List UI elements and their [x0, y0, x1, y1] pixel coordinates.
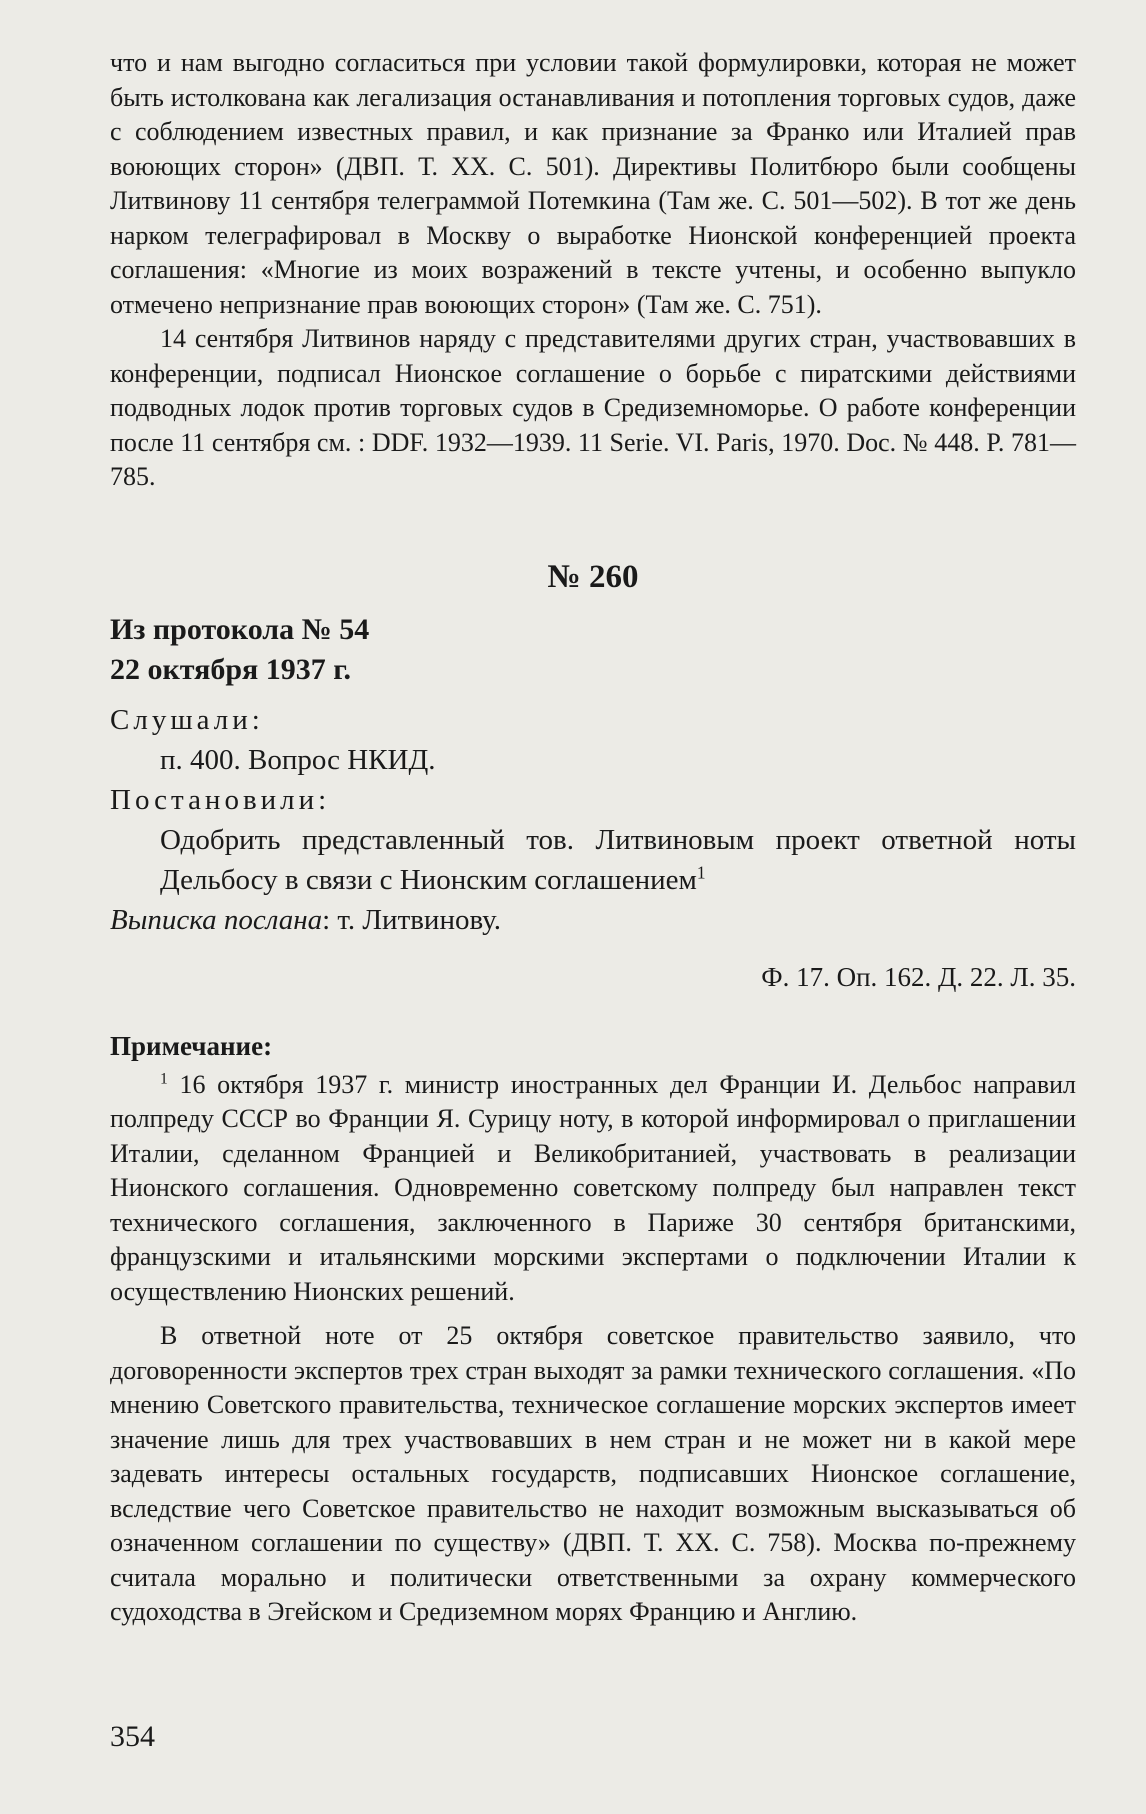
archive-source: Ф. 17. Оп. 162. Д. 22. Л. 35. [761, 961, 1076, 992]
extract-value: : т. Литвинову. [322, 903, 502, 936]
page-content [110, 46, 1076, 1630]
heard-item: п. 400. Вопрос НКИД. [160, 743, 436, 776]
resolved-label: Постановили: [110, 783, 331, 816]
page-number: 354 [110, 1720, 155, 1753]
heard-label: Слушали: [110, 703, 264, 736]
note-title: Примечание: [110, 1030, 273, 1061]
note-paragraph-1-text: 16 октября 1937 г. министр иностранных дел Франции И. Дельбос направил полпреду СССР во Франции Я. Сурицу ноту, в которой информировал о приглашении Италии, сделанном Францией и Великобританией, участвовать в реализации Нионского соглашения. Одновременно советскому полпреду был направлен текст технического соглашения, заключенного в Париже 30 сентября британскими, французскими и итальянскими морскими экспертами о подключении Италии к осуществлению Нионских решений. [110, 1069, 1076, 1306]
extract-line [110, 900, 1076, 940]
note-footnote-mark: 1 [160, 1069, 168, 1087]
protocol-date: 22 октября 1937 г. [110, 652, 352, 686]
note-paragraph-1 [110, 1068, 1076, 1310]
footnote-mark: 1 [696, 861, 706, 882]
extract-label: Выписка послана [110, 903, 323, 936]
note-paragraph-2: В ответной ноте от 25 октября советское правительство заявило, что договоренности экспертов трех стран выходят за рамки технического соглашения. «По мнению Советского правительства, техническое соглашение морских экспертов имеет значение лишь для трех участвовавших в нем стран и не может ни в какой мере задевать интересы остальных государств, подписавших Нионское соглашение, вследствие чего Советское правительство не находит возможным высказываться об означенном соглашении по существу» (ДВП. Т. XX. С. 758). Москва по-прежнему считала морально и политически ответственными за охрану коммерческого судоходства в Эгейском и Средиземном морях Францию и Англию. [110, 1321, 1076, 1626]
resolved-text-body: Одобрить представленный тов. Литвиновым проект ответной ноты Дельбосу в связи с Нионским соглашением [160, 823, 1076, 896]
resolved-text [110, 820, 1076, 900]
intro-paragraph-2: 14 сентября Литвинов наряду с представителями других стран, участвовавших в конференции, подписал Нионское соглашение о борьбе с пиратскими действиями подводных лодок против торговых судов в Средиземноморье. О работе конференции после 11 сентября см. : DDF. 1932—1939. 11 Serie. VI. Paris, 1970. Doc. № 448. P. 781—785. [110, 324, 1076, 491]
intro-paragraph-1: что и нам выгодно согласиться при условии такой формулировки, которая не может быть истолкована как легализация останавливания и потопления торговых судов, даже с соблюдением известных правил, и как признание за Франко или Италией прав воюющих сторон» (ДВП. Т. XX. С. 501). Директивы Политбюро были сообщены Литвинову 11 сентября телеграммой Потемкина (Там же. С. 501—502). В тот же день нарком телеграфировал в Москву о выработке Нионской конференцией проекта соглашения: «Многие из моих возражений в тексте учтены, и особенно выпукло отмечено непризнание прав воюющих сторон» (Там же. С. 751). [110, 48, 1076, 319]
protocol-title: Из протокола № 54 [110, 612, 370, 646]
document-number: № 260 [547, 558, 639, 595]
